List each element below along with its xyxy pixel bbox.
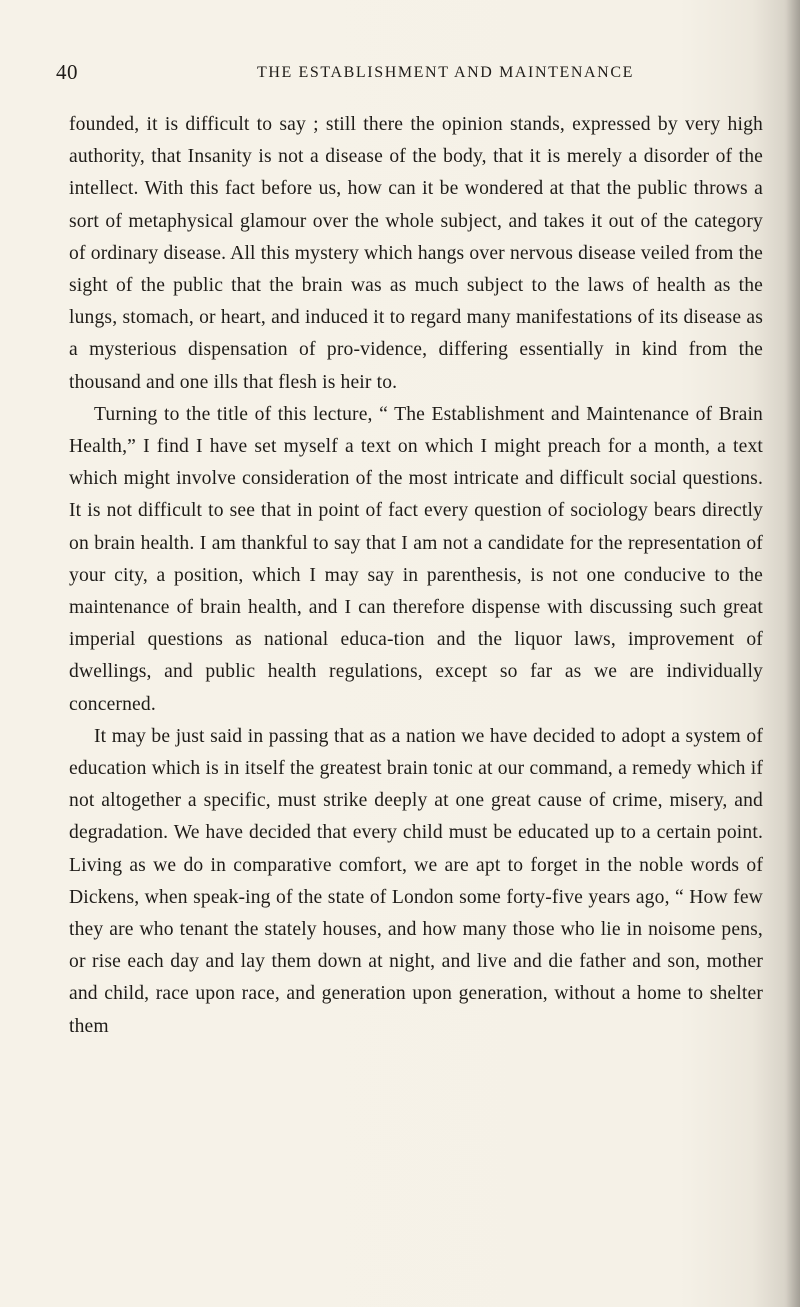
paragraph-2: Turning to the title of this lecture, “ The Establishment and Maintenance of Brain Health,” I find I have set myself a text on which I might preach for a month, a text which might involve consideration of the most intricate and difficult social questions. It is not difficult to see that in point of fact every question of sociology bears directly on brain health. I am thankful to say that I am not a candidate for the representation of your city, a position, which I may say in parenthesis, is not one conducive to the maintenance of brain health, and I can therefore dispense with discussing such great imperial questions as national educa-tion and the liquor laws, improvement of dwellings, and public health regulations, except so far as we are individually concerned.: [69, 403, 763, 715]
paragraph-1: founded, it is difficult to say ; still there the opinion stands, expressed by very high authority, that Insanity is not a disease of the body, that it is merely a disorder of the intellect. With this fact before us, how can it be wondered at that the public throws a sort of metaphysical glamour over the whole subject, and takes it out of the category of ordinary disease. All this mystery which hangs over nervous disease veiled from the sight of the public that the brain was as much subject to the laws of health as the lungs, stomach, or heart, and induced it to regard many manifestations of its disease as a mysterious dispensation of pro-vidence, differing essentially in kind from the thousand and one ills that flesh is heir to.: [69, 114, 763, 393]
page-header: [0, 60, 800, 90]
page-number: 40: [56, 60, 78, 84]
body-text: [69, 109, 763, 1043]
paragraph-3: It may be just said in passing that as a nation we have decided to adopt a system of education which is in itself the greatest brain tonic at our command, a remedy which if not altogether a specific, must strike deeply at one great cause of crime, misery, and degradation. We have decided that every child must be educated up to a certain point. Living as we do in comparative comfort, we are apt to forget in the noble words of Dickens, when speak-ing of the state of London some forty-five years ago, “ How few they are who tenant the stately houses, and how many those who lie in noisome pens, or rise each day and lay them down at night, and live and die father and son, mother and child, race upon race, and generation upon generation, without a home to shelter them: [69, 725, 763, 1037]
running-head: THE ESTABLISHMENT AND MAINTENANCE: [257, 64, 634, 81]
page-edge-shadow: [786, 0, 800, 1307]
